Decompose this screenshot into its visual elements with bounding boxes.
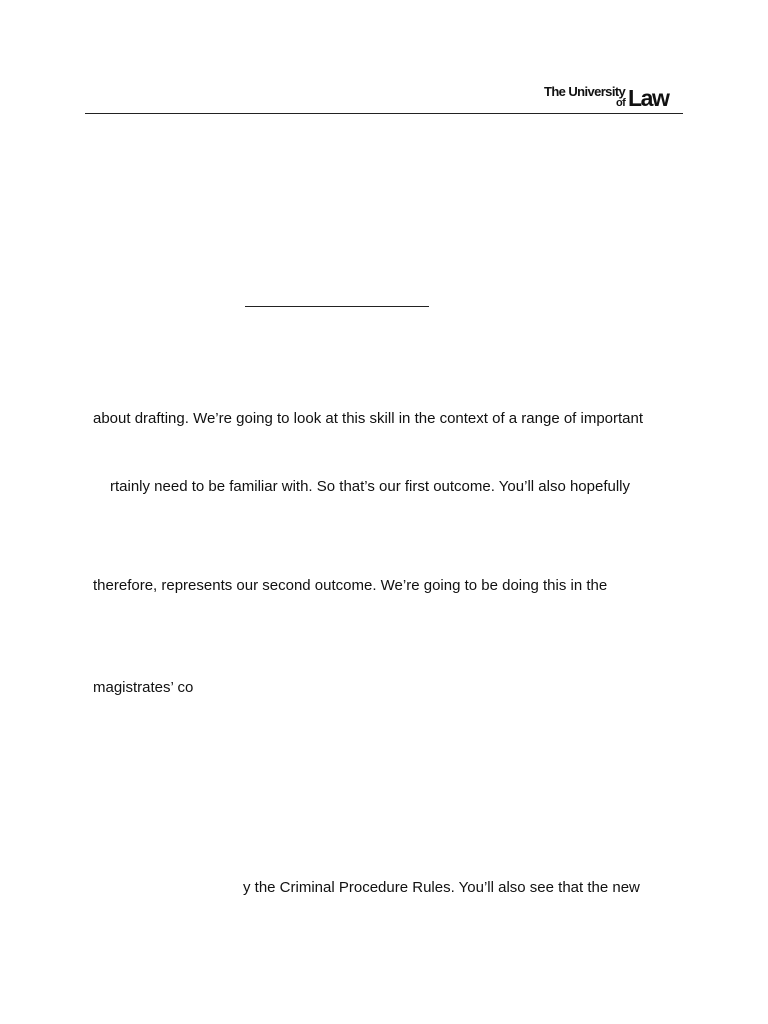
text-line: about drafting. We’re going to look at this skill in the context of a range of important — [93, 410, 644, 427]
logo-text-the-university: The University — [544, 84, 626, 99]
logo-text-of: of — [616, 97, 626, 109]
logo-text-law: Law — [628, 85, 669, 111]
university-of-law-logo — [544, 84, 678, 112]
heading-underline — [245, 306, 429, 307]
text-line: y the Criminal Procedure Rules. You’ll also see that the new — [243, 879, 640, 896]
text-line: rtainly need to be familiar with. So that’s our first outcome. You’ll also hopefully — [110, 478, 631, 495]
text-line: magistrates’ co — [93, 679, 194, 696]
text-line: therefore, represents our second outcome. We’re going to be doing this in the — [93, 577, 608, 594]
header-divider — [85, 113, 683, 114]
